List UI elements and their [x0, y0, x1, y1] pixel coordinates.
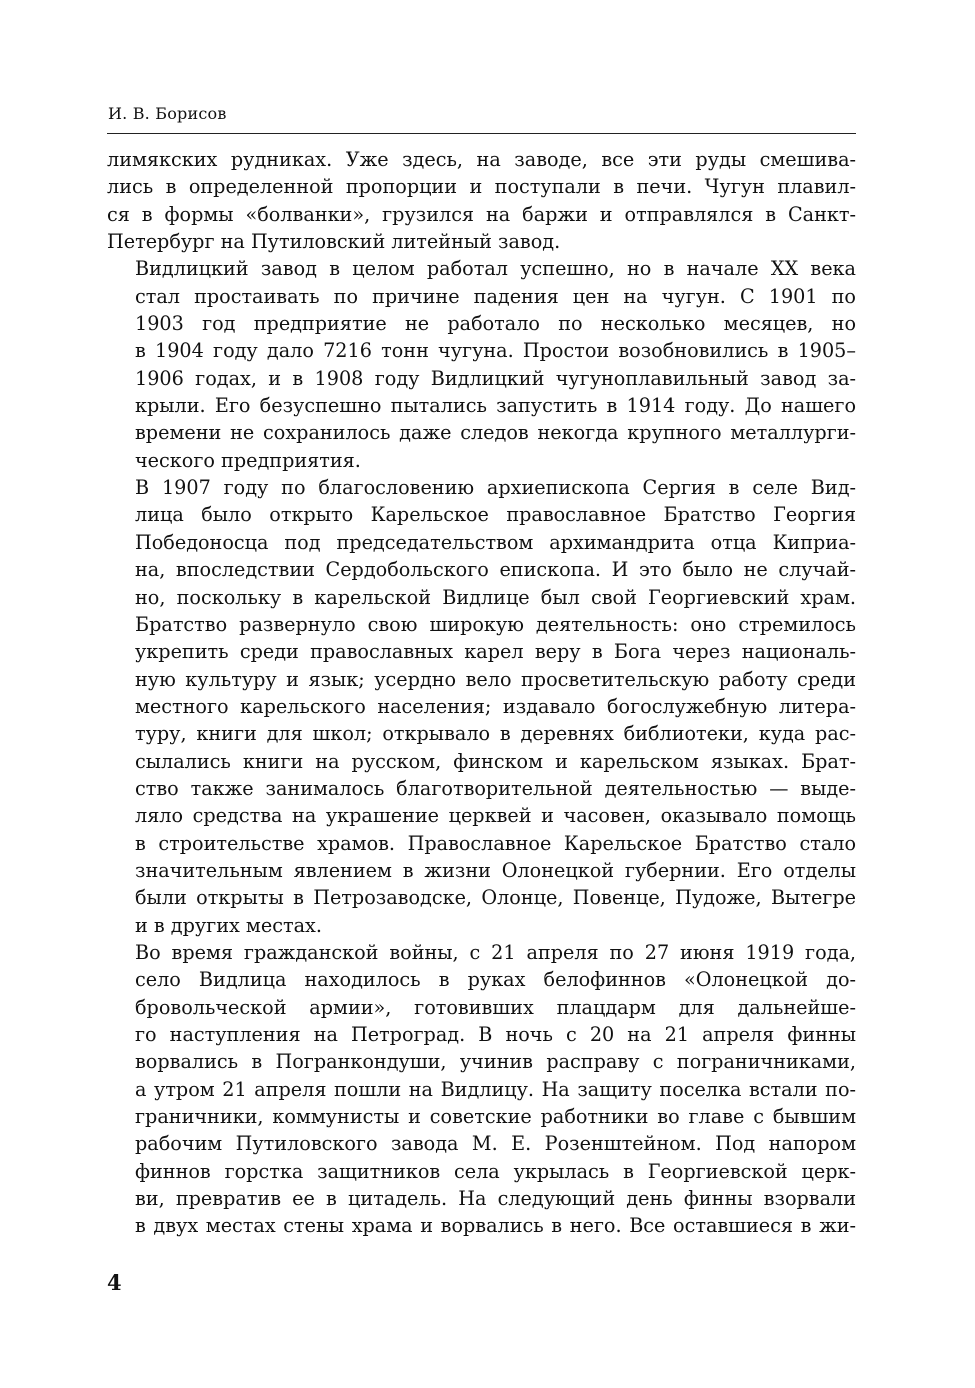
- text-line: времени не сохранилось даже следов некогда крупного металлурги-: [135, 421, 856, 445]
- text-line: го наступления на Петроград. В ночь с 20 на 21 апреля финны: [135, 1023, 856, 1046]
- text-line: стал простаивать по причине падения цен на чугун. С 1901 по: [135, 284, 856, 308]
- paragraph: [107, 474, 856, 939]
- text-line: значительным явлением в жизни Олонецкой губернии. Его отделы: [135, 858, 856, 882]
- text-line: и в других местах.: [135, 913, 322, 937]
- text-line: лись в определенной пропорции и поступали в печи. Чугун плавил-: [107, 175, 856, 199]
- text-line: в 1904 году дало 7216 тонн чугуна. Простои возобновились в 1905–: [135, 339, 856, 363]
- text-line: 1906 годах, и в 1908 году Видлицкий чугуноплавильный завод за-: [135, 366, 856, 390]
- text-line: ческого предприятия.: [135, 448, 361, 472]
- text-line: ви, превратив ее в цитадель. На следующий день финны взорвали: [135, 1187, 856, 1211]
- text-line: ворвались в Погранкондуши, учинив расправу с пограничниками,: [135, 1050, 856, 1074]
- body-text: [107, 146, 856, 1240]
- text-line: лица было открыто Карельское православное Братство Георгия: [135, 503, 856, 527]
- running-head: И. В. Борисов: [108, 104, 227, 123]
- paragraph: [107, 146, 856, 255]
- text-line: на, впоследствии Сердобольского епископа. И это было не случай-: [135, 558, 856, 582]
- text-line: В 1907 году по благословению архиепископа Сергия в селе Вид-: [135, 476, 856, 500]
- text-line: в строительстве храмов. Православное Карельское Братство стало: [135, 831, 856, 855]
- text-line: местного карельского населения; издавало богослужебную литера-: [135, 694, 856, 718]
- text-line: крыли. Его безуспешно пытались запустить в 1914 году. До нашего: [135, 394, 856, 418]
- text-line: но, поскольку в карельской Видлице был свой Георгиевский храм.: [135, 585, 856, 609]
- text-line: село Видлица находилось в руках белофиннов «Олонецкой до-: [135, 968, 856, 992]
- text-line: укрепить среди православных карел веру в Бога через националь-: [135, 640, 856, 664]
- text-line: рабочим Путиловского завода М. Е. Розенштейном. Под напором: [135, 1132, 856, 1156]
- page-number: 4: [107, 1270, 122, 1295]
- text-line: ство также занималось благотворительной деятельностью — выде-: [135, 776, 856, 800]
- text-line: сылались книги на русском, финском и карельском языках. Брат-: [135, 749, 856, 773]
- paragraph: [107, 939, 856, 1240]
- text-line: Видлицкий завод в целом работал успешно, но в начале XX века: [135, 257, 856, 281]
- text-line: ся в формы «болванки», грузился на баржи и отправлялся в Санкт-: [107, 202, 856, 226]
- text-line: Во время гражданской войны, с 21 апреля по 27 июня 1919 года,: [135, 940, 856, 964]
- text-line: финнов горстка защитников села укрылась в Георгиевской церк-: [135, 1159, 856, 1183]
- header-rule: [107, 133, 856, 134]
- text-line: в двух местах стены храма и ворвались в него. Все оставшиеся в жи-: [135, 1214, 856, 1238]
- paragraph: [107, 255, 856, 474]
- text-line: ляло средства на украшение церквей и часовен, оказывало помощь: [135, 804, 856, 828]
- text-line: а утром 21 апреля пошли на Видлицу. На защиту поселка встали по-: [135, 1077, 856, 1101]
- text-line: лимякских рудниках. Уже здесь, на заводе, все эти руды смешива-: [107, 148, 856, 171]
- text-line: граничники, коммунисты и советские работники во главе с бывшим: [135, 1105, 856, 1129]
- text-line: бровольческой армии», готовивших плацдарм для дальнейше-: [135, 995, 856, 1019]
- text-line: Петербург на Путиловский литейный завод.: [107, 230, 561, 254]
- text-line: Братство развернуло свою широкую деятельность: оно стремилось: [135, 612, 856, 636]
- text-line: туру, книги для школ; открывало в деревнях библиотеки, куда рас-: [135, 722, 856, 746]
- text-line: Победоносца под председательством архимандрита отца Киприа-: [135, 530, 856, 554]
- text-line: были открыты в Петрозаводске, Олонце, Повенце, Пудоже, Вытегре: [135, 886, 856, 910]
- text-line: ную культуру и язык; усердно вело просветительскую работу среди: [135, 667, 856, 691]
- text-line: 1903 год предприятие не работало по несколько месяцев, но: [135, 312, 856, 336]
